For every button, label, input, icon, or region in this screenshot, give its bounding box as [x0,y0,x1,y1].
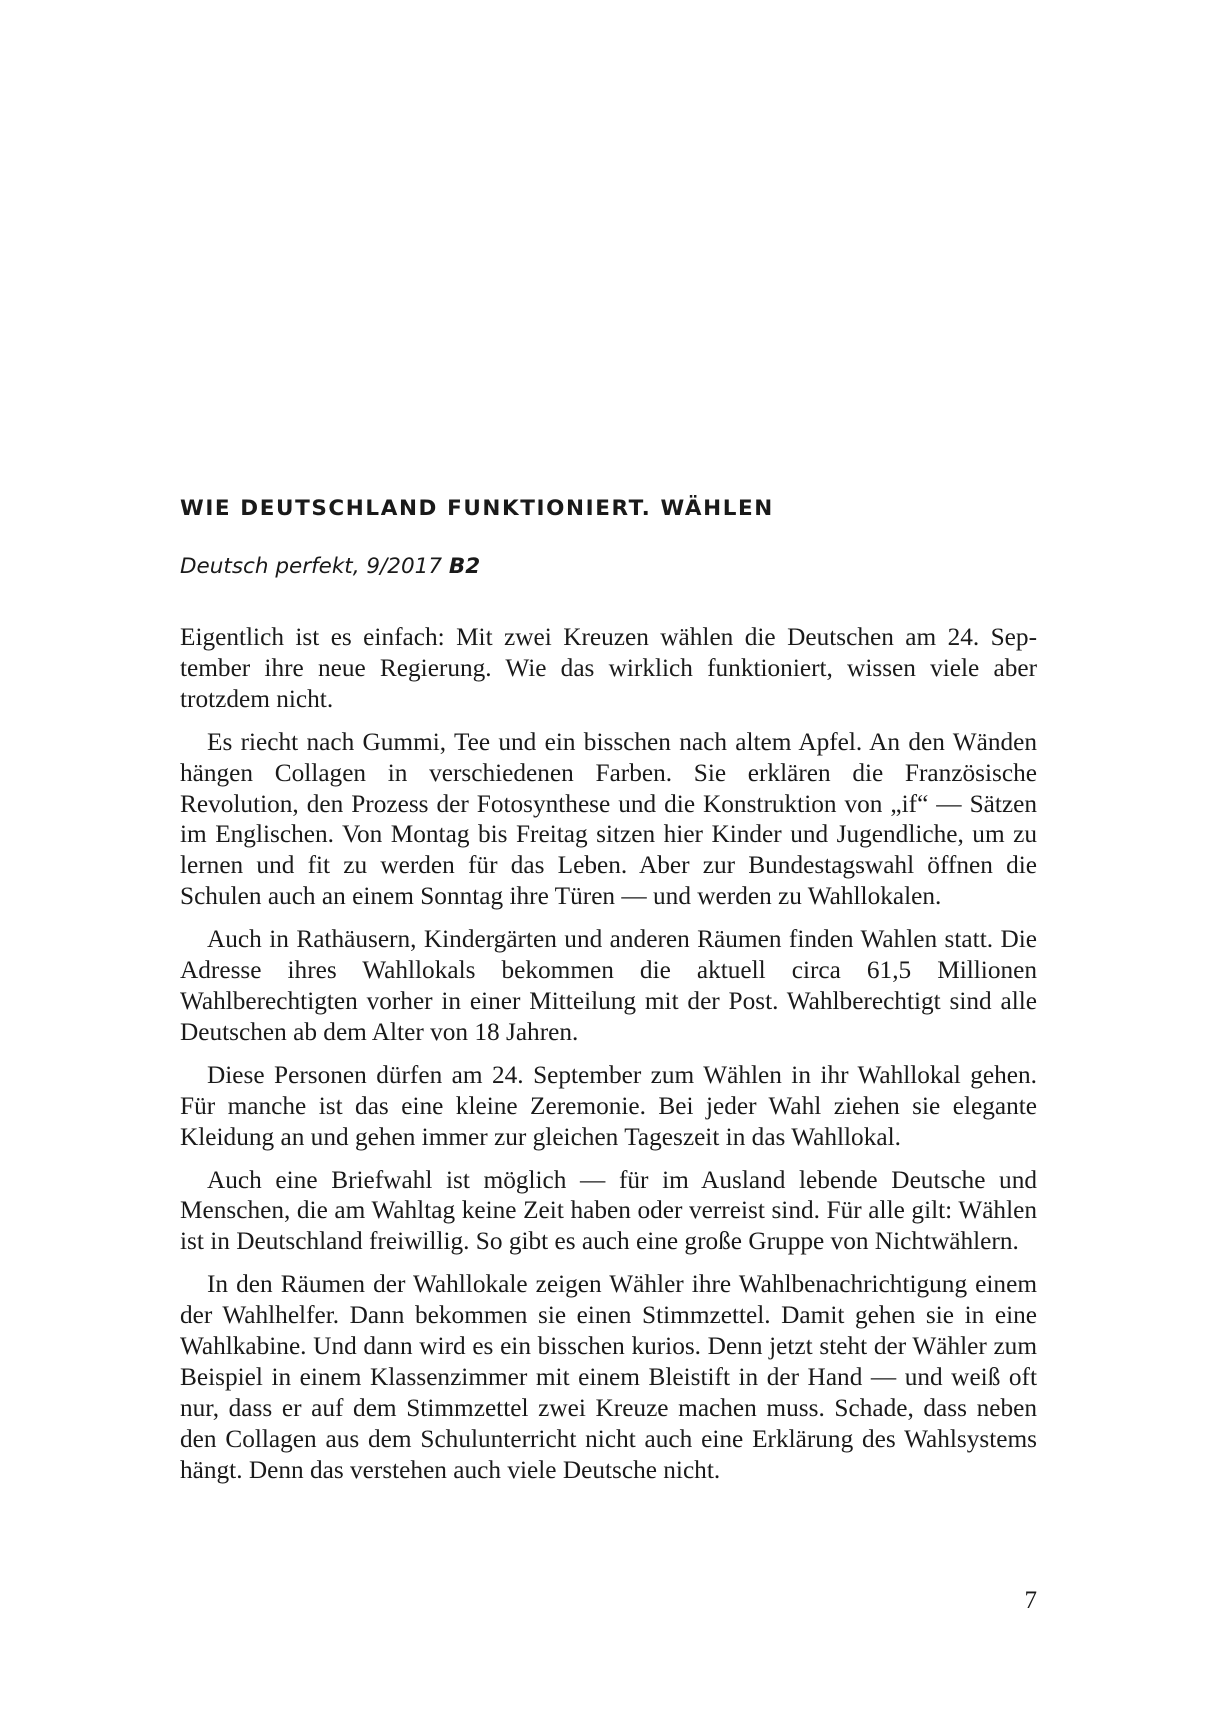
page-number: 7 [1024,1587,1037,1614]
article-title: WIE DEUTSCHLAND FUNKTIONIERT. WÄHLEN [180,496,774,521]
article-body [180,622,1037,1498]
article-source [180,554,480,579]
paragraph-3: Auch in Rathäusern, Kindergärten und anderen Räumen finden Wahlen statt. Die Adresse ihres Wahllokals bekommen die aktuell circa 61,5 Millionen Wahlberechtigten vorher in einer Mitteilung mit der Post. Wahlberechtigt sind alle Deutschen ab dem Alter von 18 Jahren. [180,925,1037,1046]
paragraph-5: Auch eine Briefwahl ist möglich — für im Ausland lebende Deutsche und Menschen, die am Wahltag keine Zeit haben oder verreist sind. Für alle gilt: Wählen ist in Deutschland freiwillig. So gibt es auch eine große Gruppe von Nichtwählern. [180,1165,1037,1256]
source-citation: Deutsch perfekt, 9/2017 [180,554,443,579]
level-badge: B2 [448,554,481,579]
paragraph-2: Es riecht nach Gummi, Tee und ein bisschen nach altem Apfel. An den Wänden hängen Collagen in verschiedenen Farben. Sie erklären die Französische Revolution, den Prozess der Fotosynthese und die Konstruktion von „if“ — Sätzen im Englischen. Von Montag bis Freitag sitzen hier Kinder und Jugendliche, um zu lernen und fit zu werden für das Leben. Aber zur Bundestagswahl öffnen die Schulen auch an einem Sonntag ihre Türen — und werden zu Wahllokalen. [180,727,1037,911]
paragraph-1: Eigentlich ist es einfach: Mit zwei Kreuzen wählen die Deutschen am 24. September ihre neue Regierung. Wie das wirklich funktioniert, wissen viele aber trotzdem nicht. [180,623,1037,713]
paragraph-4: Diese Personen dürfen am 24. September zum Wählen in ihr Wahllokal gehen. Für manche ist das eine kleine Zeremonie. Bei jeder Wahl ziehen sie elegante Kleidung an und gehen immer zur gleichen Tageszeit in das Wahllokal. [180,1060,1037,1151]
paragraph-6: In den Räumen der Wahllokale zeigen Wähler ihre Wahlbenachrichtigung einem der Wahlhelfer. Dann bekommen sie einen Stimmzettel. Damit gehen sie in eine Wahlkabine. Und dann wird es ein bisschen kurios. Denn jetzt steht der Wähler zum Beispiel in einem Klassenzimmer mit einem Bleistift in der Hand — und weiß oft nur, dass er auf dem Stimmzettel zwei Kreuze machen muss. Schade, dass neben den Collagen aus dem Schulunterricht nicht auch eine Erklärung des Wahlsystems hängt. Denn das verstehen auch viele Deutsche nicht. [180,1270,1037,1484]
